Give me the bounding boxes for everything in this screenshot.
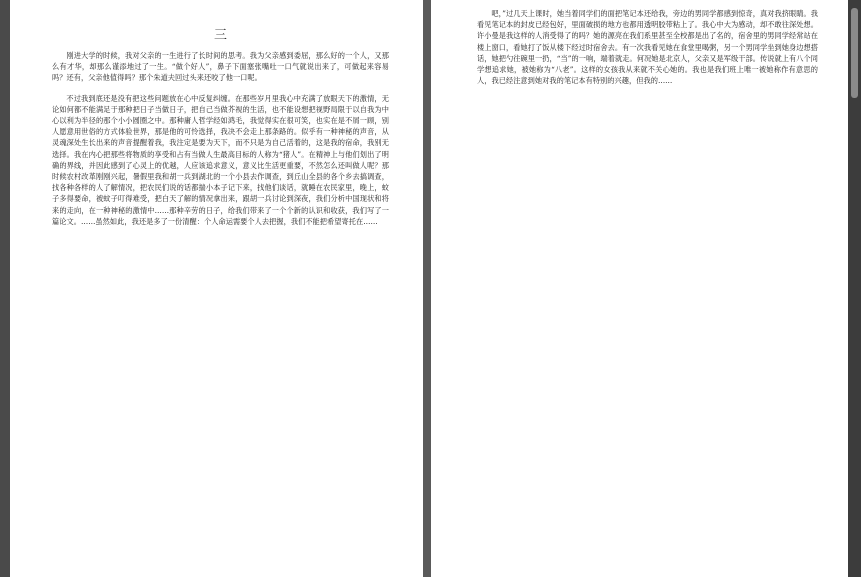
left-panel-edge: [0, 0, 10, 577]
scrollbar-thumb[interactable]: [851, 8, 858, 98]
paragraph: 刚进大学的时候，我对父亲的一生进行了长时间的思考。我为父亲感到委屈，那么好的一个人，又那么有才华，却那么谨添地过了一生。“做个好人”，鼻子下面塞张嘴吐一口气就说出来了，可做起来容易吗？还有，父亲他值得吗？那个朱道夫回过头来还咬了他一口呢。: [52, 51, 389, 83]
left-page: [10, 0, 423, 577]
paragraph: 不过我到底还是没有把这些问题放在心中反复纠缠。在那些岁月里我心中充满了放眼天下的激情，无论如何都不能满足于那种把日子当做日子，把自己当做芥视的生活，也不能设想把视野局限于以自我为中心以利为半径的那个小小圆圈之中。那种庸人哲学经如鸿毛，我觉得实在很可笑，也实在是不屑一顾，别人愿意用世俗的方式体验世界，那是他的可怜选择，我决不会走上那条路的。似乎有一种神秘的声音，从灵魂深处生长出来的声音提醒着我，我注定是要为天下，而不只是为自己活着的，这是我的宿命，我别无选择。我在内心把那些将物质的享受和占有当做人生最高目标的人称为“猪人”。在精神上与他们划出了明确的界线，并因此感到了心灵上的优越，人应该追求意义，意义比生活更重要，不然怎么还叫做人呢？那时候农村改革刚刚兴起，暑假里我和胡一兵到湖北的一个小县去作调查，到丘山全县的各个乡去搞调查，找各种各样的人了解情况，把农民们说的话都揣小本子记下来，找他们谈话，就睡在农民家里，晚上，蚊子多得要命，被蚊子叮得难受，把白天了解的情况拿出来，跟胡一兵讨论到深夜，我们分析中国现状和将来的走向，在一种神秘的激情中……那种辛劳的日子，给我们带来了一个个新的认识和收获，我们写了一篇论文。……虽然如此，我还是多了一份清醒：个人命运需要个人去把握，我们不能把希望寄托在……: [52, 93, 389, 226]
page-gutter: [423, 0, 431, 577]
paragraph: 吧，”过几天上课时，她当着同学们的面把笔记本还给我，旁边的男同学都感到惊奇，真对我挤眼睛。我看见笔记本的封皮已经包好，里面破损的地方也都用透明胶带粘上了。我心中大为感动，却不敢往深处想。许小曼是我这样的人消受得了的吗？她的源亮在我们系里甚至全校都是出了名的，宿舍里的男同学经常站在楼上窗口，看她打了饭从楼下经过时宿舍去。有一次我看见她在食堂里喝粥，另一个男同学坐到她身边想搭话，她把勺往碗里一扔，“当”的一响，端着就走。何况她是北京人，父亲又是军级干部。传说就上有八个同学想追求她，被她称为“八老”。这样的女孩我从来就不关心她的。我也是我们班上唯一被她称作有意思的人，我已经注意到她对我的笔记本有特别的兴趣，但我的……: [477, 9, 818, 86]
right-page: [431, 0, 848, 577]
vertical-scrollbar[interactable]: [848, 0, 861, 577]
chapter-title: 三: [213, 28, 227, 43]
